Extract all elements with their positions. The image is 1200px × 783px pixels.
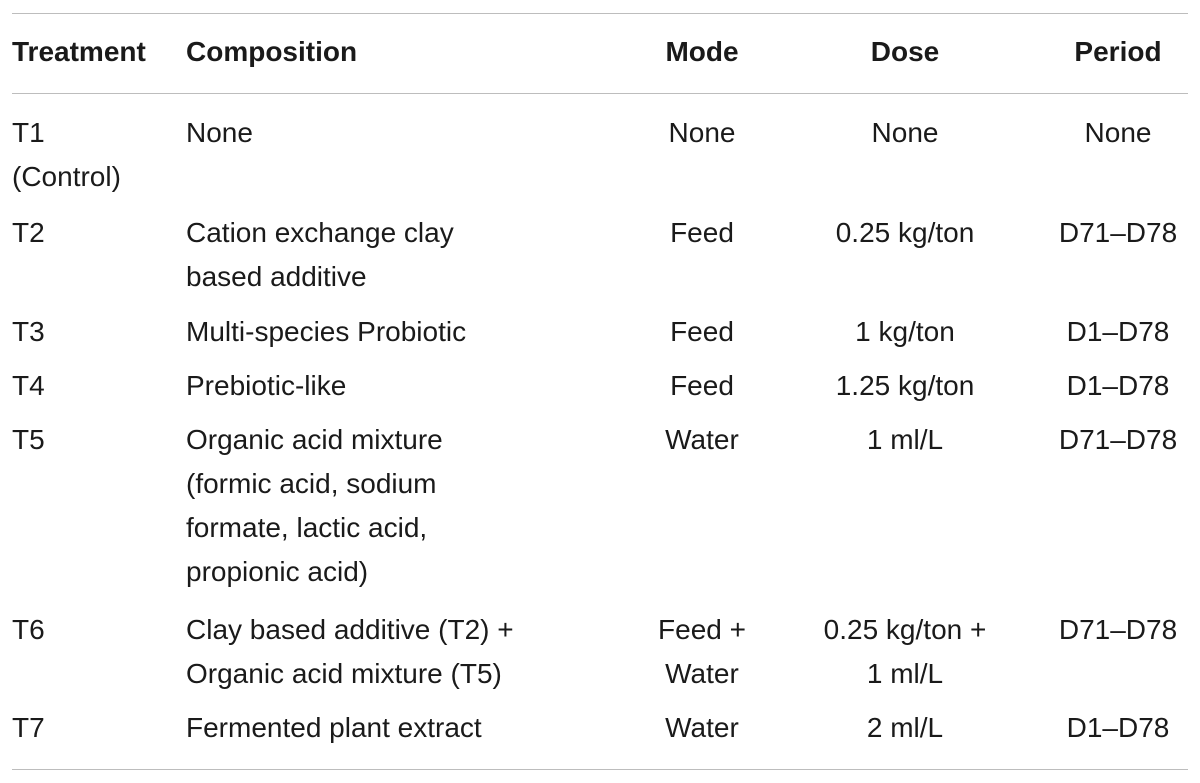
cell-period: D71–D78 (1058, 424, 1178, 455)
cell-mode: None (668, 117, 736, 148)
cell-composition: Cation exchange clay (186, 217, 454, 248)
table-bottom-rule (12, 769, 1188, 770)
cell-dose: 1 kg/ton (855, 316, 955, 347)
cell-composition: propionic acid) (186, 556, 369, 587)
cell-treatment: T1 (12, 117, 45, 148)
cell-period: None (1084, 117, 1152, 148)
cell-mode: Feed (670, 316, 734, 347)
cell-treatment: (Control) (12, 161, 121, 192)
cell-mode: Water (665, 712, 739, 743)
cell-composition: Organic acid mixture (186, 424, 443, 455)
cell-composition: Multi-species Probiotic (186, 316, 467, 347)
cell-period: D1–D78 (1066, 370, 1170, 401)
cell-composition: based additive (186, 261, 367, 292)
cell-treatment: T7 (12, 712, 45, 743)
cell-dose: 2 ml/L (866, 712, 944, 743)
cell-period: D1–D78 (1066, 712, 1170, 743)
cell-period: D71–D78 (1058, 614, 1178, 645)
cell-dose: 0.25 kg/ton + (823, 614, 987, 645)
header-period: Period (1074, 36, 1162, 67)
cell-treatment: T4 (12, 370, 45, 401)
cell-composition: (formic acid, sodium (186, 468, 437, 499)
cell-composition: Fermented plant extract (186, 712, 482, 743)
cell-dose: 0.25 kg/ton (835, 217, 975, 248)
header-bottom-rule (12, 93, 1188, 94)
header-mode: Mode (665, 36, 739, 67)
cell-treatment: T5 (12, 424, 45, 455)
cell-treatment: T3 (12, 316, 45, 347)
cell-treatment: T2 (12, 217, 45, 248)
cell-composition: Clay based additive (T2) + (186, 614, 514, 645)
cell-mode: Feed (670, 370, 734, 401)
cell-mode: Feed + (658, 614, 746, 645)
cell-treatment: T6 (12, 614, 45, 645)
cell-period: D1–D78 (1066, 316, 1170, 347)
cell-dose: 1.25 kg/ton (835, 370, 975, 401)
cell-composition: formate, lactic acid, (186, 512, 428, 543)
cell-dose: 1 ml/L (866, 424, 944, 455)
cell-dose: 1 ml/L (866, 658, 944, 689)
header-treatment: Treatment (12, 36, 146, 67)
header-composition: Composition (186, 36, 358, 67)
cell-composition: Prebiotic-like (186, 370, 347, 401)
cell-composition: None (186, 117, 253, 148)
cell-mode: Water (665, 658, 739, 689)
cell-period: D71–D78 (1058, 217, 1178, 248)
table-header-row (0, 30, 1200, 74)
cell-mode: Water (665, 424, 739, 455)
cell-mode: Feed (670, 217, 734, 248)
table-top-rule (12, 13, 1188, 14)
header-dose: Dose (870, 36, 940, 67)
cell-composition: Organic acid mixture (T5) (186, 658, 502, 689)
cell-dose: None (871, 117, 939, 148)
